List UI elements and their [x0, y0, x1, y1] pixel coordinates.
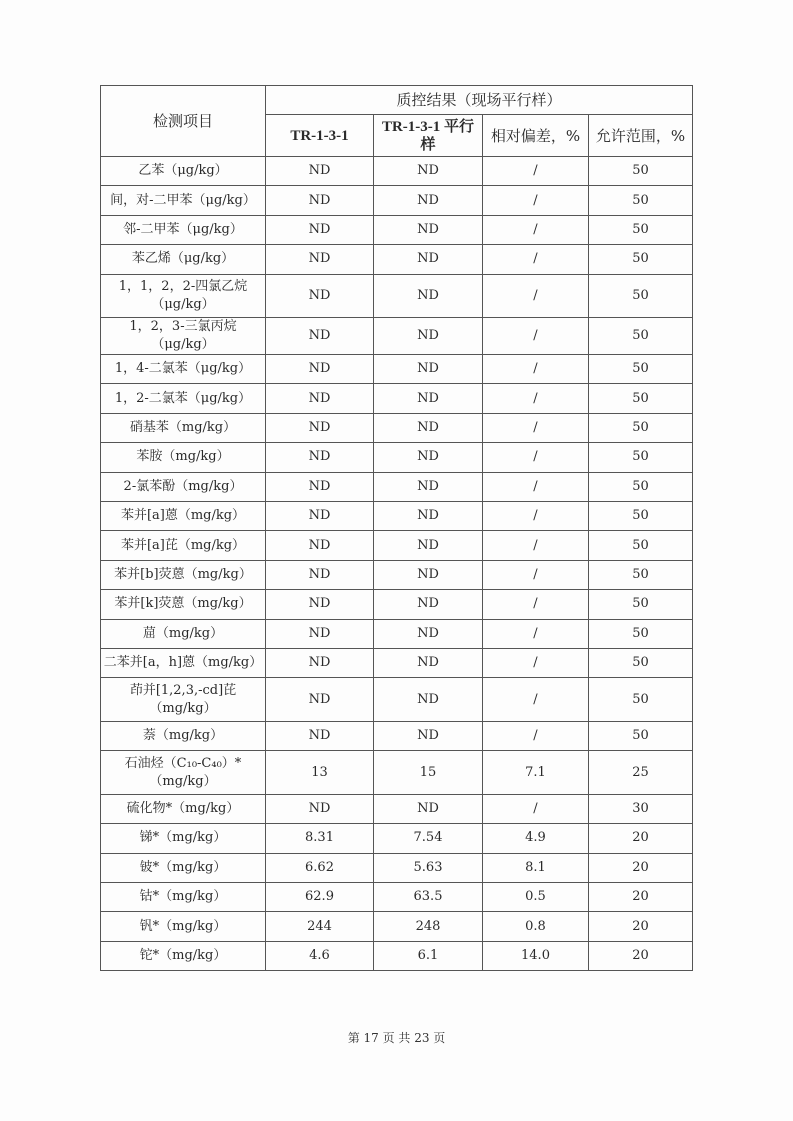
item-name: 铊*（mg/kg） [101, 941, 266, 970]
sample-value: 6.62 [266, 853, 374, 882]
item-name: 乙苯（μg/kg） [101, 157, 266, 186]
allowed-range: 50 [589, 678, 693, 722]
item-name: 锑*（mg/kg） [101, 824, 266, 853]
table-row [101, 186, 693, 215]
parallel-value: ND [374, 384, 483, 413]
allowed-range: 30 [589, 794, 693, 823]
relative-deviation: / [483, 413, 589, 442]
relative-deviation: 8.1 [483, 853, 589, 882]
item-name: 间，对-二甲苯（μg/kg） [101, 186, 266, 215]
item-name: 钒*（mg/kg） [101, 912, 266, 941]
qc-results-table [100, 85, 693, 971]
relative-deviation: 7.1 [483, 751, 589, 795]
item-name: 苯并[a]蒽（mg/kg） [101, 502, 266, 531]
item-name: 硝基苯（mg/kg） [101, 413, 266, 442]
sample-value: ND [266, 502, 374, 531]
parallel-value: ND [374, 560, 483, 589]
item-name: 2-氯苯酚（mg/kg） [101, 472, 266, 501]
relative-deviation: / [483, 619, 589, 648]
header-parallel-sample: TR-1-3-1 平行样 [374, 115, 483, 157]
table-row [101, 413, 693, 442]
header-group: 质控结果（现场平行样） [266, 86, 693, 115]
parallel-value: ND [374, 355, 483, 384]
table-row [101, 751, 693, 795]
parallel-value: ND [374, 502, 483, 531]
sample-value: ND [266, 384, 374, 413]
sample-value: 13 [266, 751, 374, 795]
sample-value: ND [266, 590, 374, 619]
parallel-value: ND [374, 274, 483, 318]
allowed-range: 50 [589, 531, 693, 560]
sample-value: ND [266, 443, 374, 472]
table-row [101, 824, 693, 853]
parallel-value: ND [374, 590, 483, 619]
table-row [101, 560, 693, 589]
relative-deviation: 14.0 [483, 941, 589, 970]
sample-value: ND [266, 472, 374, 501]
sample-value: ND [266, 274, 374, 318]
relative-deviation: / [483, 678, 589, 722]
parallel-value: ND [374, 186, 483, 215]
allowed-range: 20 [589, 912, 693, 941]
allowed-range: 20 [589, 824, 693, 853]
relative-deviation: / [483, 560, 589, 589]
item-name: 邻-二甲苯（μg/kg） [101, 215, 266, 244]
table-row [101, 531, 693, 560]
parallel-value: ND [374, 443, 483, 472]
allowed-range: 50 [589, 186, 693, 215]
sample-value: ND [266, 245, 374, 274]
relative-deviation: / [483, 648, 589, 677]
sample-value: ND [266, 318, 374, 355]
table-row [101, 443, 693, 472]
allowed-range: 20 [589, 941, 693, 970]
relative-deviation: / [483, 472, 589, 501]
allowed-range: 50 [589, 318, 693, 355]
parallel-value: ND [374, 215, 483, 244]
table-row [101, 941, 693, 970]
header-sample: TR-1-3-1 [266, 115, 374, 157]
table-row [101, 853, 693, 882]
allowed-range: 50 [589, 443, 693, 472]
allowed-range: 50 [589, 157, 693, 186]
header-item: 检测项目 [101, 86, 266, 157]
parallel-value: 248 [374, 912, 483, 941]
item-name: 萘（mg/kg） [101, 721, 266, 750]
parallel-value: 6.1 [374, 941, 483, 970]
table-row [101, 678, 693, 722]
table-row [101, 619, 693, 648]
table-row [101, 355, 693, 384]
item-name: 1，2-二氯苯（μg/kg） [101, 384, 266, 413]
sample-value: 8.31 [266, 824, 374, 853]
allowed-range: 50 [589, 721, 693, 750]
sample-value: ND [266, 794, 374, 823]
parallel-value: ND [374, 531, 483, 560]
relative-deviation: / [483, 274, 589, 318]
relative-deviation: 0.8 [483, 912, 589, 941]
parallel-value: 15 [374, 751, 483, 795]
table-row [101, 721, 693, 750]
parallel-value: 63.5 [374, 882, 483, 911]
relative-deviation: / [483, 721, 589, 750]
allowed-range: 50 [589, 355, 693, 384]
allowed-range: 50 [589, 619, 693, 648]
table-row [101, 157, 693, 186]
header-relative-deviation: 相对偏差，% [483, 115, 589, 157]
item-name: 苯乙烯（μg/kg） [101, 245, 266, 274]
relative-deviation: 4.9 [483, 824, 589, 853]
table-row [101, 794, 693, 823]
relative-deviation: / [483, 157, 589, 186]
allowed-range: 50 [589, 215, 693, 244]
allowed-range: 50 [589, 590, 693, 619]
sample-value: ND [266, 186, 374, 215]
sample-value: ND [266, 157, 374, 186]
parallel-value: ND [374, 648, 483, 677]
sample-value: ND [266, 619, 374, 648]
parallel-value: ND [374, 794, 483, 823]
item-name: 苯胺（mg/kg） [101, 443, 266, 472]
parallel-value: ND [374, 678, 483, 722]
allowed-range: 50 [589, 274, 693, 318]
sample-value: 244 [266, 912, 374, 941]
table-row [101, 912, 693, 941]
table-row [101, 882, 693, 911]
allowed-range: 50 [589, 413, 693, 442]
relative-deviation: / [483, 502, 589, 531]
table-row [101, 245, 693, 274]
relative-deviation: / [483, 318, 589, 355]
parallel-value: ND [374, 157, 483, 186]
allowed-range: 25 [589, 751, 693, 795]
relative-deviation: / [483, 590, 589, 619]
relative-deviation: / [483, 443, 589, 472]
header-allowed-range: 允许范围，% [589, 115, 693, 157]
parallel-value: ND [374, 413, 483, 442]
table-row [101, 274, 693, 318]
item-name: 苯并[a]芘（mg/kg） [101, 531, 266, 560]
relative-deviation: / [483, 384, 589, 413]
item-name: 石油烃（C₁₀-C₄₀）*（mg/kg） [101, 751, 266, 795]
allowed-range: 50 [589, 502, 693, 531]
item-name: 1，2，3-三氯丙烷（μg/kg） [101, 318, 266, 355]
allowed-range: 50 [589, 245, 693, 274]
parallel-value: ND [374, 245, 483, 274]
relative-deviation: / [483, 245, 589, 274]
table-row [101, 384, 693, 413]
sample-value: ND [266, 413, 374, 442]
relative-deviation: 0.5 [483, 882, 589, 911]
allowed-range: 50 [589, 648, 693, 677]
sample-value: ND [266, 560, 374, 589]
relative-deviation: / [483, 355, 589, 384]
parallel-value: ND [374, 472, 483, 501]
item-name: 茚并[1,2,3,-cd]芘（mg/kg） [101, 678, 266, 722]
parallel-value: ND [374, 318, 483, 355]
item-name: 二苯并[a，h]蒽（mg/kg） [101, 648, 266, 677]
item-name: 苯并[k]荧蒽（mg/kg） [101, 590, 266, 619]
table-row [101, 215, 693, 244]
sample-value: ND [266, 355, 374, 384]
allowed-range: 20 [589, 882, 693, 911]
page-number: 第 17 页 共 23 页 [347, 1031, 446, 1045]
sample-value: ND [266, 721, 374, 750]
relative-deviation: / [483, 531, 589, 560]
table-row [101, 318, 693, 355]
table-row [101, 648, 693, 677]
item-name: 䓛（mg/kg） [101, 619, 266, 648]
sample-value: ND [266, 531, 374, 560]
sample-value: 4.6 [266, 941, 374, 970]
item-name: 铍*（mg/kg） [101, 853, 266, 882]
item-name: 苯并[b]荧蒽（mg/kg） [101, 560, 266, 589]
relative-deviation: / [483, 215, 589, 244]
sample-value: ND [266, 678, 374, 722]
item-name: 钴*（mg/kg） [101, 882, 266, 911]
sample-value: ND [266, 215, 374, 244]
parallel-value: 5.63 [374, 853, 483, 882]
allowed-range: 50 [589, 560, 693, 589]
allowed-range: 50 [589, 384, 693, 413]
allowed-range: 20 [589, 853, 693, 882]
relative-deviation: / [483, 186, 589, 215]
table-row [101, 590, 693, 619]
relative-deviation: / [483, 794, 589, 823]
parallel-value: ND [374, 721, 483, 750]
parallel-value: ND [374, 619, 483, 648]
table-row [101, 502, 693, 531]
item-name: 1，1，2，2-四氯乙烷（μg/kg） [101, 274, 266, 318]
sample-value: 62.9 [266, 882, 374, 911]
table-row [101, 472, 693, 501]
parallel-value: 7.54 [374, 824, 483, 853]
sample-value: ND [266, 648, 374, 677]
allowed-range: 50 [589, 472, 693, 501]
item-name: 硫化物*（mg/kg） [101, 794, 266, 823]
item-name: 1，4-二氯苯（μg/kg） [101, 355, 266, 384]
